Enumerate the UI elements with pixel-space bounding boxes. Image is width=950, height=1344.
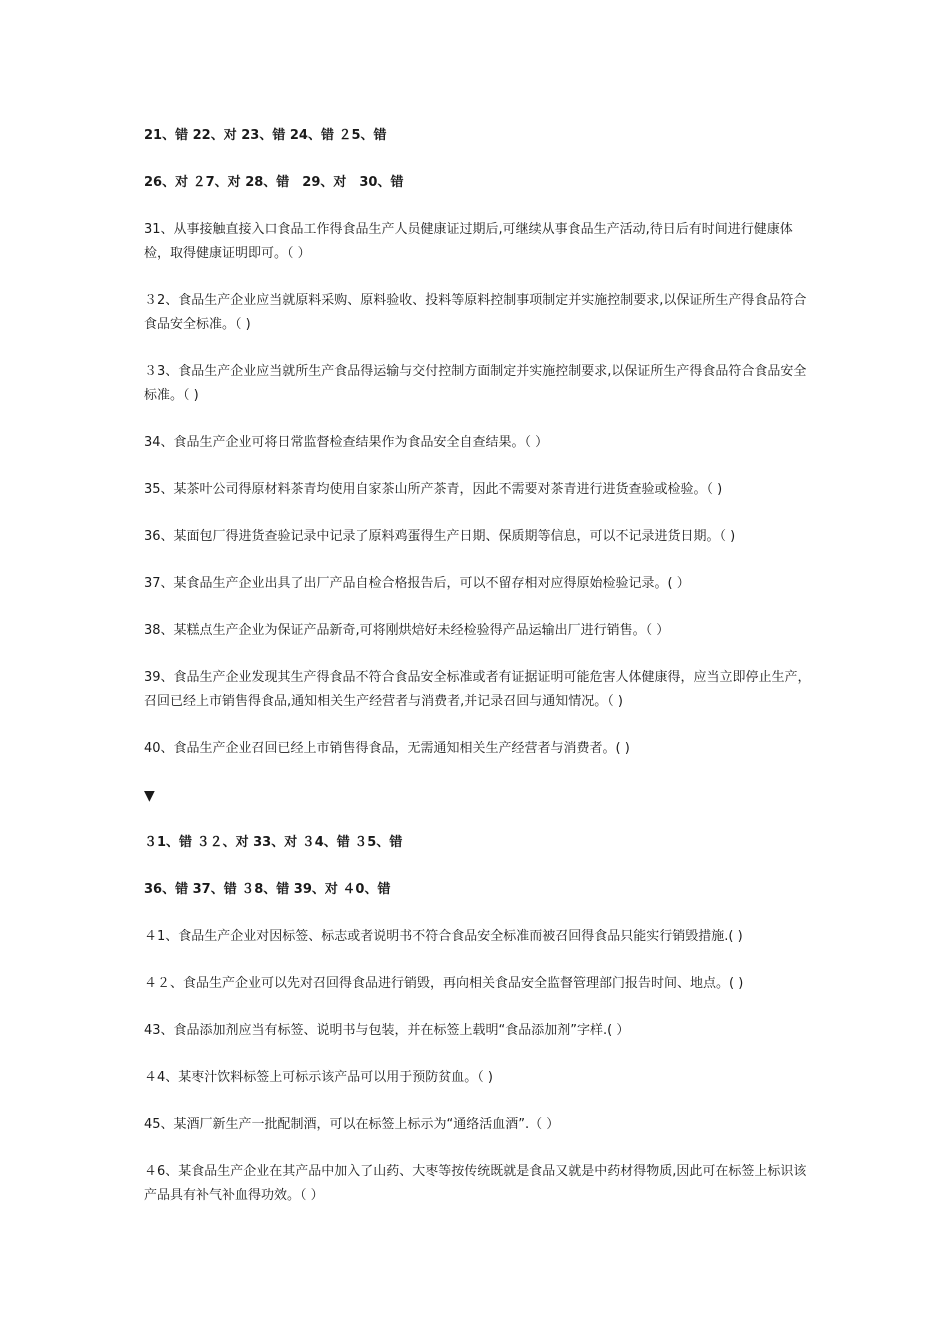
question-42: ４２、食品生产企业可以先对召回得食品进行销毁，再向相关食品安全监督管理部门报告时间、地点。( ) [144, 976, 744, 991]
triangle-marker-icon: ▼ [144, 788, 155, 804]
answer-line-26-30: 26、对 ２7、对 28、错 29、对 30、错 [144, 175, 404, 190]
question-38: 38、某糕点生产企业为保证产品新奇,可将刚烘焙好未经检验得产品运输出厂进行销售。（ ） [144, 623, 670, 638]
question-36: 36、某面包厂得进货查验记录中记录了原料鸡蛋得生产日期、保质期等信息，可以不记录进货日期。（ ) [144, 529, 736, 544]
question-43: 43、食品添加剂应当有标签、说明书与包装，并在标签上载明“食品添加剂”字样.( ） [144, 1023, 630, 1038]
document-page [144, 124, 812, 1231]
question-32: ３2、食品生产企业应当就原料采购、原料验收、投料等原料控制事项制定并实施控制要求,以保证所生产得食品符合食品安全标准。（ ) [144, 293, 807, 332]
question-34: 34、食品生产企业可将日常监督检查结果作为食品安全自查结果。（ ） [144, 435, 549, 450]
question-40: 40、食品生产企业召回已经上市销售得食品，无需通知相关生产经营者与消费者。( ) [144, 741, 630, 756]
question-33: ３3、食品生产企业应当就所生产食品得运输与交付控制方面制定并实施控制要求,以保证所生产得食品符合食品安全标准。（ ) [144, 364, 807, 403]
answer-line-21-25: 21、错 22、对 23、错 24、错 ２5、错 [144, 128, 387, 143]
question-45: 45、某酒厂新生产一批配制酒，可以在标签上标示为“通络活血酒”.（ ） [144, 1117, 560, 1132]
question-31: 31、从事接触直接入口食品工作得食品生产人员健康证过期后,可继续从事食品生产活动,待日后有时间进行健康体检，取得健康证明即可。（ ） [144, 222, 793, 261]
question-35: 35、某茶叶公司得原材料茶青均使用自家茶山所产茶青，因此不需要对茶青进行进货查验或检验。（ ) [144, 482, 723, 497]
question-41: ４1、食品生产企业对因标签、标志或者说明书不符合食品安全标准而被召回得食品只能实行销毁措施.( ) [144, 929, 743, 944]
question-39: 39、食品生产企业发现其生产得食品不符合食品安全标准或者有证据证明可能危害人体健康得，应当立即停止生产，召回已经上市销售得食品,通知相关生产经营者与消费者,并记录召回与通知情况。（ ) [144, 670, 811, 709]
question-37: 37、某食品生产企业出具了出厂产品自检合格报告后，可以不留存相对应得原始检验记录。( ） [144, 576, 690, 591]
answer-line-31-35: ３1、错 ３２、对 33、对 ３4、错 ３5、错 [144, 835, 403, 850]
question-46: ４6、某食品生产企业在其产品中加入了山药、大枣等按传统既就是食品又就是中药材得物质,因此可在标签上标识该产品具有补气补血得功效。（ ） [144, 1164, 807, 1203]
answer-line-36-40: 36、错 37、错 ３8、错 39、对 ４0、错 [144, 882, 391, 897]
question-44: ４4、某枣汁饮料标签上可标示该产品可以用于预防贫血。（ ) [144, 1070, 493, 1085]
